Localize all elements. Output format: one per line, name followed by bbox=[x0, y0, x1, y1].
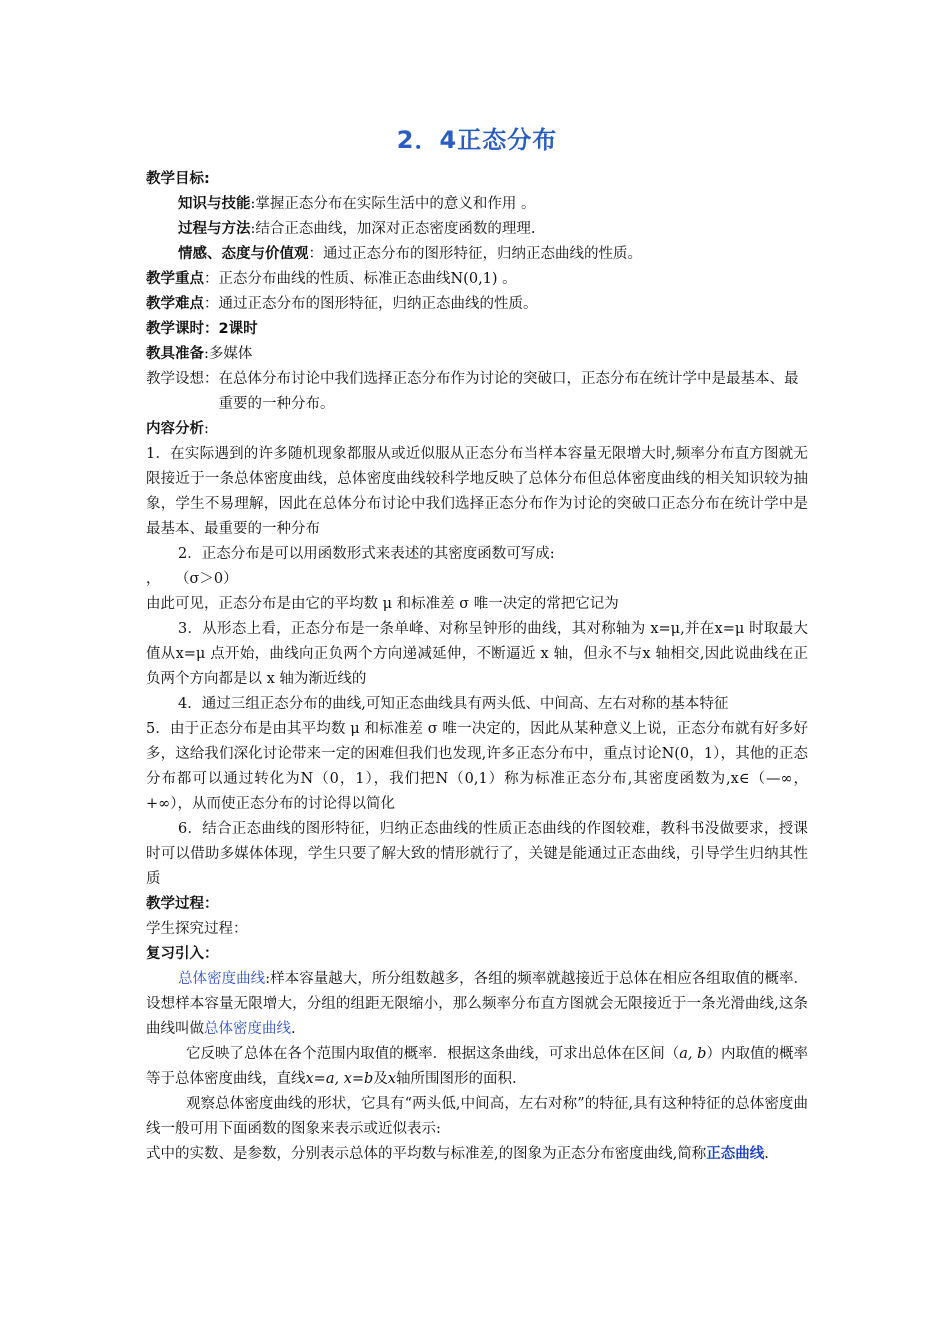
x-axis-symbol: x bbox=[387, 1071, 396, 1087]
goal-emotion bbox=[146, 242, 808, 267]
analysis-paragraph-1: 1．在实际遇到的许多随机现象都服从或近似服从正态分布当样本容量无限增大时,频率分布直方图就无限接近于一条总体密度曲线，总体密度曲线较科学地反映了总体分布但总体密度曲线的相关知识较为抽象，学生不易理解，因此在总体分布讨论中我们选择正态分布作为讨论的突破口正态分布在统计学中是最基本、最重要的一种分布 bbox=[146, 446, 808, 537]
goals-heading: 教学目标: bbox=[146, 171, 210, 187]
class-hours: 教学课时：2课时 bbox=[146, 321, 258, 337]
goal-knowledge-text: :掌握正态分布在实际生活中的意义和作用 。 bbox=[250, 196, 536, 212]
difficulties-label: 教学难点 bbox=[146, 296, 204, 312]
document-page bbox=[146, 128, 808, 1167]
teaching-design-label: 教学设想： bbox=[146, 371, 219, 387]
review-paragraph-1-end: . bbox=[291, 1021, 296, 1037]
key-points-text: ：正态分布曲线的性质、标准正态曲线N(0,1) 。 bbox=[204, 271, 517, 287]
analysis-paragraph-4: 4．通过三组正态分布的曲线,可知正态曲线具有两头低、中间高、左右对称的基本特征 bbox=[178, 696, 729, 712]
review-paragraph-2-c: 及 bbox=[373, 1071, 388, 1087]
difficulties-text: ：通过正态分布的图形特征，归纳正态曲线的性质。 bbox=[204, 296, 538, 312]
goal-process bbox=[146, 217, 808, 242]
analysis-paragraph-2: 2．正态分布是可以用函数形式来表述的其密度函数可写成: bbox=[178, 546, 555, 562]
analysis-paragraph-2c: 由此可见，正态分布是由它的平均数 μ 和标准差 σ 唯一决定的常把它记为 bbox=[146, 596, 619, 612]
analysis-heading-label: 内容分析 bbox=[146, 421, 204, 437]
review-paragraph-1-text: :样本容量越大，所分组数越多，各组的频率就越接近于总体在相应各组取值的概率．设想样本容量无限增大，分组的组距无限缩小，那么频率分布直方图就会无限接近于一条光滑曲线,这条曲线叫做 bbox=[146, 971, 809, 1037]
review-paragraph-2-b: ）内取值的概率等于总体密度曲线，直线 bbox=[146, 1046, 808, 1087]
analysis-heading bbox=[146, 417, 808, 442]
review-paragraph-3: 观察总体密度曲线的形状，它具有“两头低,中间高，左右对称”的特征,具有这种特征的总体密度曲线一般可用下面函数的图象来表示或近似表示: bbox=[146, 1096, 808, 1137]
analysis-paragraph-3: 3．从形态上看，正态分布是一条单峰、对称呈钟形的曲线，其对称轴为 x=μ,并在x=μ 时取最大值从x=μ 点开始，曲线向正负两个方向递减延伸，不断逼近 x 轴，但永不与x 轴相交,因此说曲线在正负两个方向都是以 x 轴为渐近线的 bbox=[146, 621, 808, 687]
key-points-label: 教学重点 bbox=[146, 271, 204, 287]
goal-process-label: 过程与方法 bbox=[178, 221, 251, 237]
teaching-design-text: 在总体分布讨论中我们选择正态分布作为讨论的突破口，正态分布在统计学中是最基本、最重要的一种分布。 bbox=[218, 371, 799, 412]
teaching-design bbox=[146, 367, 808, 417]
review-paragraph-2 bbox=[146, 1042, 808, 1092]
normal-curve-term: 正态曲线 bbox=[706, 1146, 765, 1162]
goal-knowledge-label: 知识与技能 bbox=[178, 196, 251, 212]
density-curve-term-2: 总体密度曲线 bbox=[204, 1021, 291, 1037]
page-title: 2．4正态分布 bbox=[396, 126, 558, 154]
process-subheading: 学生探究过程： bbox=[146, 921, 248, 937]
interval-ab: a, b bbox=[679, 1046, 707, 1062]
review-paragraph-4-text: 式中的实数、是参数，分别表示总体的平均数与标准差,的图象为正态分布密度曲线,简称 bbox=[146, 1146, 707, 1162]
process-heading: 教学过程： bbox=[146, 896, 219, 912]
analysis-paragraph-6: 6．结合正态曲线的图形特征，归纳正态曲线的性质正态曲线的作图较难，教科书没做要求，授课时可以借助多媒体体现，学生只要了解大致的情形就行了，关键是能通过正态曲线，引导学生归纳其性质 bbox=[146, 821, 808, 887]
review-paragraph-2-a: 它反映了总体在各个范围内取值的概率．根据这条曲线，可求出总体在区间（ bbox=[186, 1046, 680, 1062]
review-paragraph-2-d: 轴所围图形的面积. bbox=[396, 1071, 517, 1087]
difficulties bbox=[146, 292, 808, 317]
goal-emotion-label: 情感、态度与价值观 bbox=[178, 246, 309, 262]
review-paragraph-4-end: . bbox=[764, 1146, 769, 1162]
analysis-formula-line: ， （σ＞0） bbox=[146, 571, 238, 587]
review-paragraph-1 bbox=[146, 967, 808, 1042]
goal-knowledge bbox=[146, 192, 808, 217]
teaching-tools-label: 教具准备 bbox=[146, 346, 204, 362]
goal-process-text: :结合正态曲线，加深对正态密度函数的理理. bbox=[250, 221, 536, 237]
review-heading: 复习引入： bbox=[146, 946, 219, 962]
density-curve-term: 总体密度曲线 bbox=[178, 971, 266, 987]
key-points bbox=[146, 267, 808, 292]
review-paragraph-4 bbox=[146, 1142, 808, 1167]
analysis-paragraph-5: 5．由于正态分布是由其平均数 μ 和标准差 σ 唯一决定的，因此从某种意义上说，正态分布就有好多好多，这给我们深化讨论带来一定的困难但我们也发现,许多正态分布中，重点讨论N(0，1），其他的正态分布都可以通过转化为N（0，1），我们把N（0,1）称为标准正态分布,其密度函数为,x∈（—∞，+∞），从而使正态分布的讨论得以简化 bbox=[146, 721, 808, 812]
lines-xa-xb: x=a, x=b bbox=[305, 1071, 374, 1087]
analysis-heading-suffix: : bbox=[204, 421, 209, 437]
teaching-tools-text: :多媒体 bbox=[204, 346, 253, 362]
goal-emotion-text: ：通过正态分布的图形特征，归纳正态曲线的性质。 bbox=[308, 246, 642, 262]
teaching-tools bbox=[146, 342, 808, 367]
